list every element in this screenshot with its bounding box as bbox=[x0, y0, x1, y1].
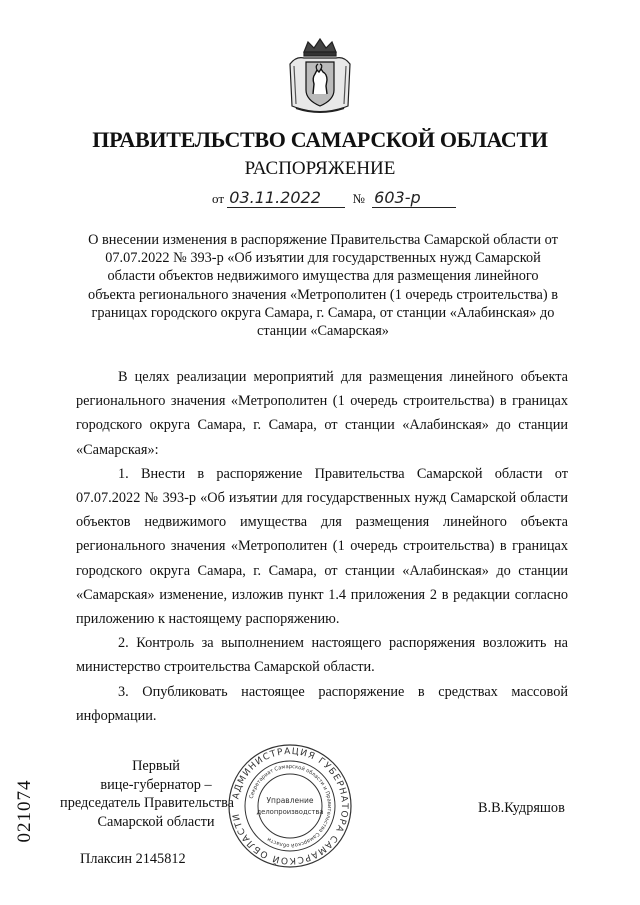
signer-title-line: Самарской области bbox=[97, 813, 215, 830]
item-2-paragraph: 2. Контроль за выполнением настоящего распоряжения возложить на министерство строительства Самарской области. bbox=[76, 635, 568, 676]
document-body bbox=[76, 365, 568, 728]
stamp-outer-text: АДМИНИСТРАЦИЯ ГУБЕРНАТОРА САМАРСКОЙ ОБЛАСТИ bbox=[231, 746, 350, 866]
stamp-center-line-2: делопроизводства bbox=[256, 808, 324, 816]
stamp-middle-text: Секретариат Самарской области и Правительства Самарской области bbox=[248, 763, 333, 849]
signer-title-line: Первый bbox=[132, 758, 180, 774]
coat-of-arms-icon bbox=[286, 36, 354, 116]
item-1-paragraph: 1. Внести в распоряжение Правительства Самарской области от 07.07.2022 № 393-р «Об изъятии для государственных нужд Самарской области объектов недвижимого имущества для размещения линейного объекта регионального значения «Метрополитен (1 очередь строительства) в границах городского округа Самара, г. Самара, от станции «Алабинская» до станции «Самарская» изменение, изложив пункт 1.4 приложения 2 в редакции согласно приложению к настоящему распоряжению. bbox=[76, 465, 568, 628]
document-subject: О внесении изменения в распоряжение Правительства Самарской области от 07.07.2022 № 393-р «Об изъятии для государственных нужд Самарской области объектов недвижимого имущества для размещения линейного объекта регионального значения «Метрополитен (1 очередь строительства) в границах городского округа Самара, г. Самара, от станции «Алабинская» до станции «Самарская» bbox=[88, 232, 558, 340]
executor-info: Плаксин 2145812 bbox=[80, 851, 186, 867]
signer-title bbox=[60, 757, 234, 831]
organization-title: ПРАВИТЕЛЬСТВО САМАРСКОЙ ОБЛАСТИ bbox=[92, 127, 548, 152]
signer-title-line: вице-губернатор – bbox=[100, 776, 212, 793]
document-type: РАСПОРЯЖЕНИЕ bbox=[244, 158, 396, 179]
signer-name: В.В.Кудряшов bbox=[478, 800, 565, 816]
signer-title-line: председатель Правительства bbox=[60, 795, 234, 811]
official-stamp bbox=[226, 742, 354, 870]
stamp-center-line-1: Управление bbox=[266, 796, 314, 805]
registration-code: 021074 bbox=[14, 779, 35, 843]
number-prefix: № bbox=[352, 191, 365, 206]
document-date: 03.11.2022 bbox=[227, 188, 345, 208]
svg-text:Секретариат Самарской области bbox=[249, 764, 332, 849]
date-prefix: от bbox=[212, 191, 225, 206]
intro-paragraph: В целях реализации мероприятий для размещения линейного объекта регионального значения «Метрополитен (1 очередь строительства) в границах городского округа Самара, г. Самара, от станции «Алабинская» до станции «Самарская»: bbox=[76, 369, 568, 458]
date-number-line bbox=[212, 188, 456, 208]
document-number: 603-р bbox=[372, 188, 456, 208]
item-3-paragraph: 3. Опубликовать настоящее распоряжение в средствах массовой информации. bbox=[76, 683, 568, 724]
